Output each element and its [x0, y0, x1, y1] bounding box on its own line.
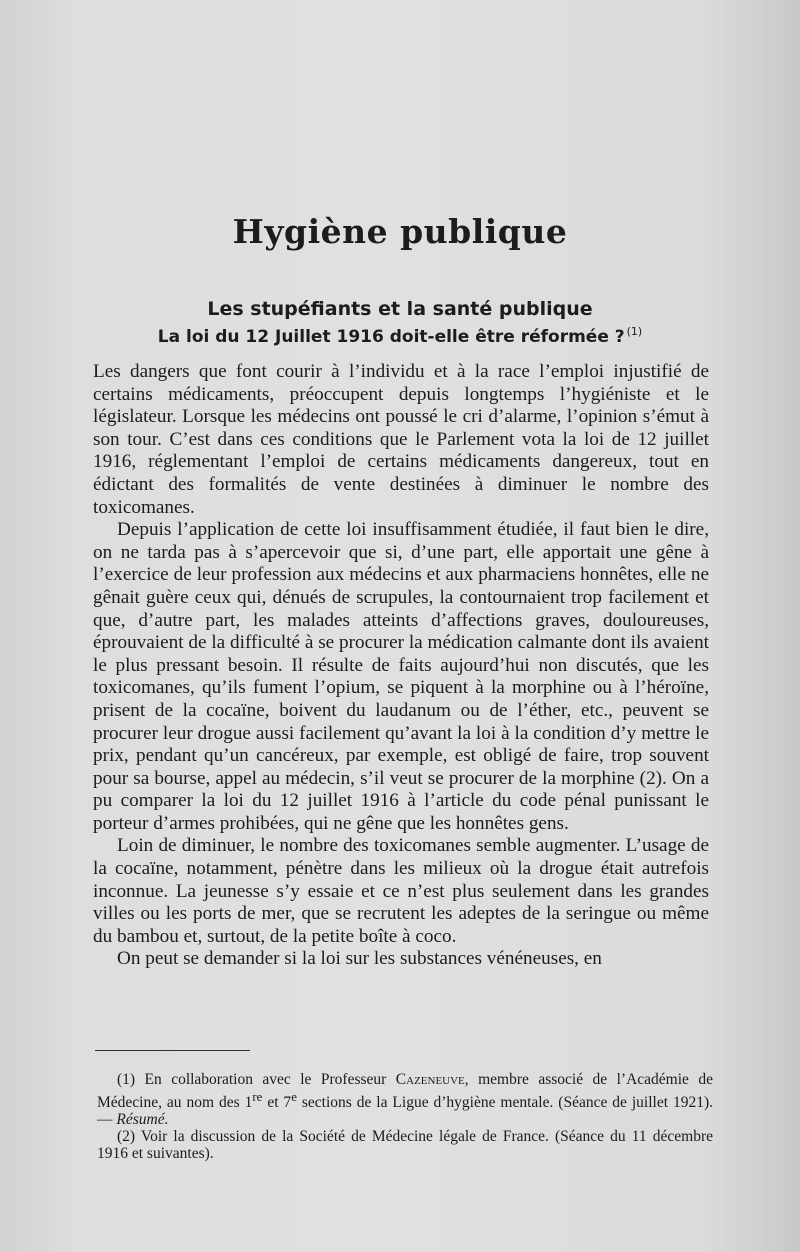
- page-title: Hygiène publique: [232, 212, 568, 251]
- paragraph-1: Les dangers que font courir à l’individu et à la race l’emploi injustifié de certains médicaments, préoccupent depuis longtemps l’hygiéniste et le législateur. Lorsque les médecins ont poussé le cri d’alarme, l’opinion s’émut à son tour. C’est dans ces conditions que le Parlement vota la loi de 12 juillet 1916, réglementant l’emploi de certains médicaments dangereux, tout en édictant des formalités de vente destinées à diminuer le nombre des toxicomanes.: [93, 361, 709, 518]
- paragraph-2: Depuis l’application de cette loi insuffisamment étudiée, il faut bien le dire, on ne tarda pas à s’apercevoir que si, d’une part, elle apportait une gêne à l’exercice de leur profession aux médecins et aux pharmaciens honnêtes, elle ne gênait guère ceux qui, dénués de scrupules, la contournaient trop facilement et que, d’autre part, les malades atteints d’affections graves, douloureuses, éprouvaient de la difficulté à se procurer la médication calmante dont ils avaient le plus pressant besoin. Il résulte de faits aujourd’hui non discutés, que les toxicomanes, qu’ils fument l’opium, se piquent à la morphine ou à l’héroïne, prisent de la cocaïne, boivent du laudanum ou de l’éther, etc., peuvent se procurer leur drogue aussi facilement qu’avant la loi à la condition d’y mettre le prix, pendant qu’un cancéreux, par exemple, est obligé de faire, trop souvent pour sa bourse, appel au médecin, s’il veut se procurer de la morphine (2). On a pu comparer la loi du 12 juillet 1916 à l’article du code pénal punissant le porteur d’armes prohibées, qui ne gêne que les honnêtes gens.: [93, 519, 709, 834]
- article-body: [93, 361, 709, 971]
- footnote-author: Cazeneuve: [395, 1071, 465, 1088]
- paragraph-3: Loin de diminuer, le nombre des toxicomanes semble augmenter. L’usage de la cocaïne, notamment, pénètre dans les milieux où la drogue était autrefois inconnue. La jeunesse s’y essaie et ce n’est plus seulement dans les grandes villes ou les ports de mer, que se recrutent les adeptes de la seringue ou même du bambou et, surtout, de la petite boîte à coco.: [93, 835, 709, 947]
- footnote-reference-1: (1): [626, 325, 643, 338]
- footnotes: [97, 1071, 713, 1162]
- article-question: La loi du 12 Juillet 1916 doit-elle être réformée ?: [157, 327, 625, 347]
- footnote-divider: [95, 1050, 250, 1051]
- article-title: Les stupéfiants et la santé publique: [207, 298, 593, 320]
- footnote-resume: Résumé.: [116, 1111, 169, 1129]
- footnote-2: (2) Voir la discussion de la Société de Médecine légale de France. (Séance du 11 décembre 1916 et suivantes).: [97, 1128, 713, 1163]
- paragraph-4: On peut se demander si la loi sur les substances vénéneuses, en: [117, 948, 602, 970]
- footnote-1: (1) En collaboration avec le Professeur Cazeneuve, membre associé de l’Académie de Médecine, au nom des 1re et 7e sections de la Ligue d’hygiène mentale. (Séance de juillet 1921). — Résumé.: [97, 1071, 713, 1129]
- article-subtitle: [0, 325, 800, 347]
